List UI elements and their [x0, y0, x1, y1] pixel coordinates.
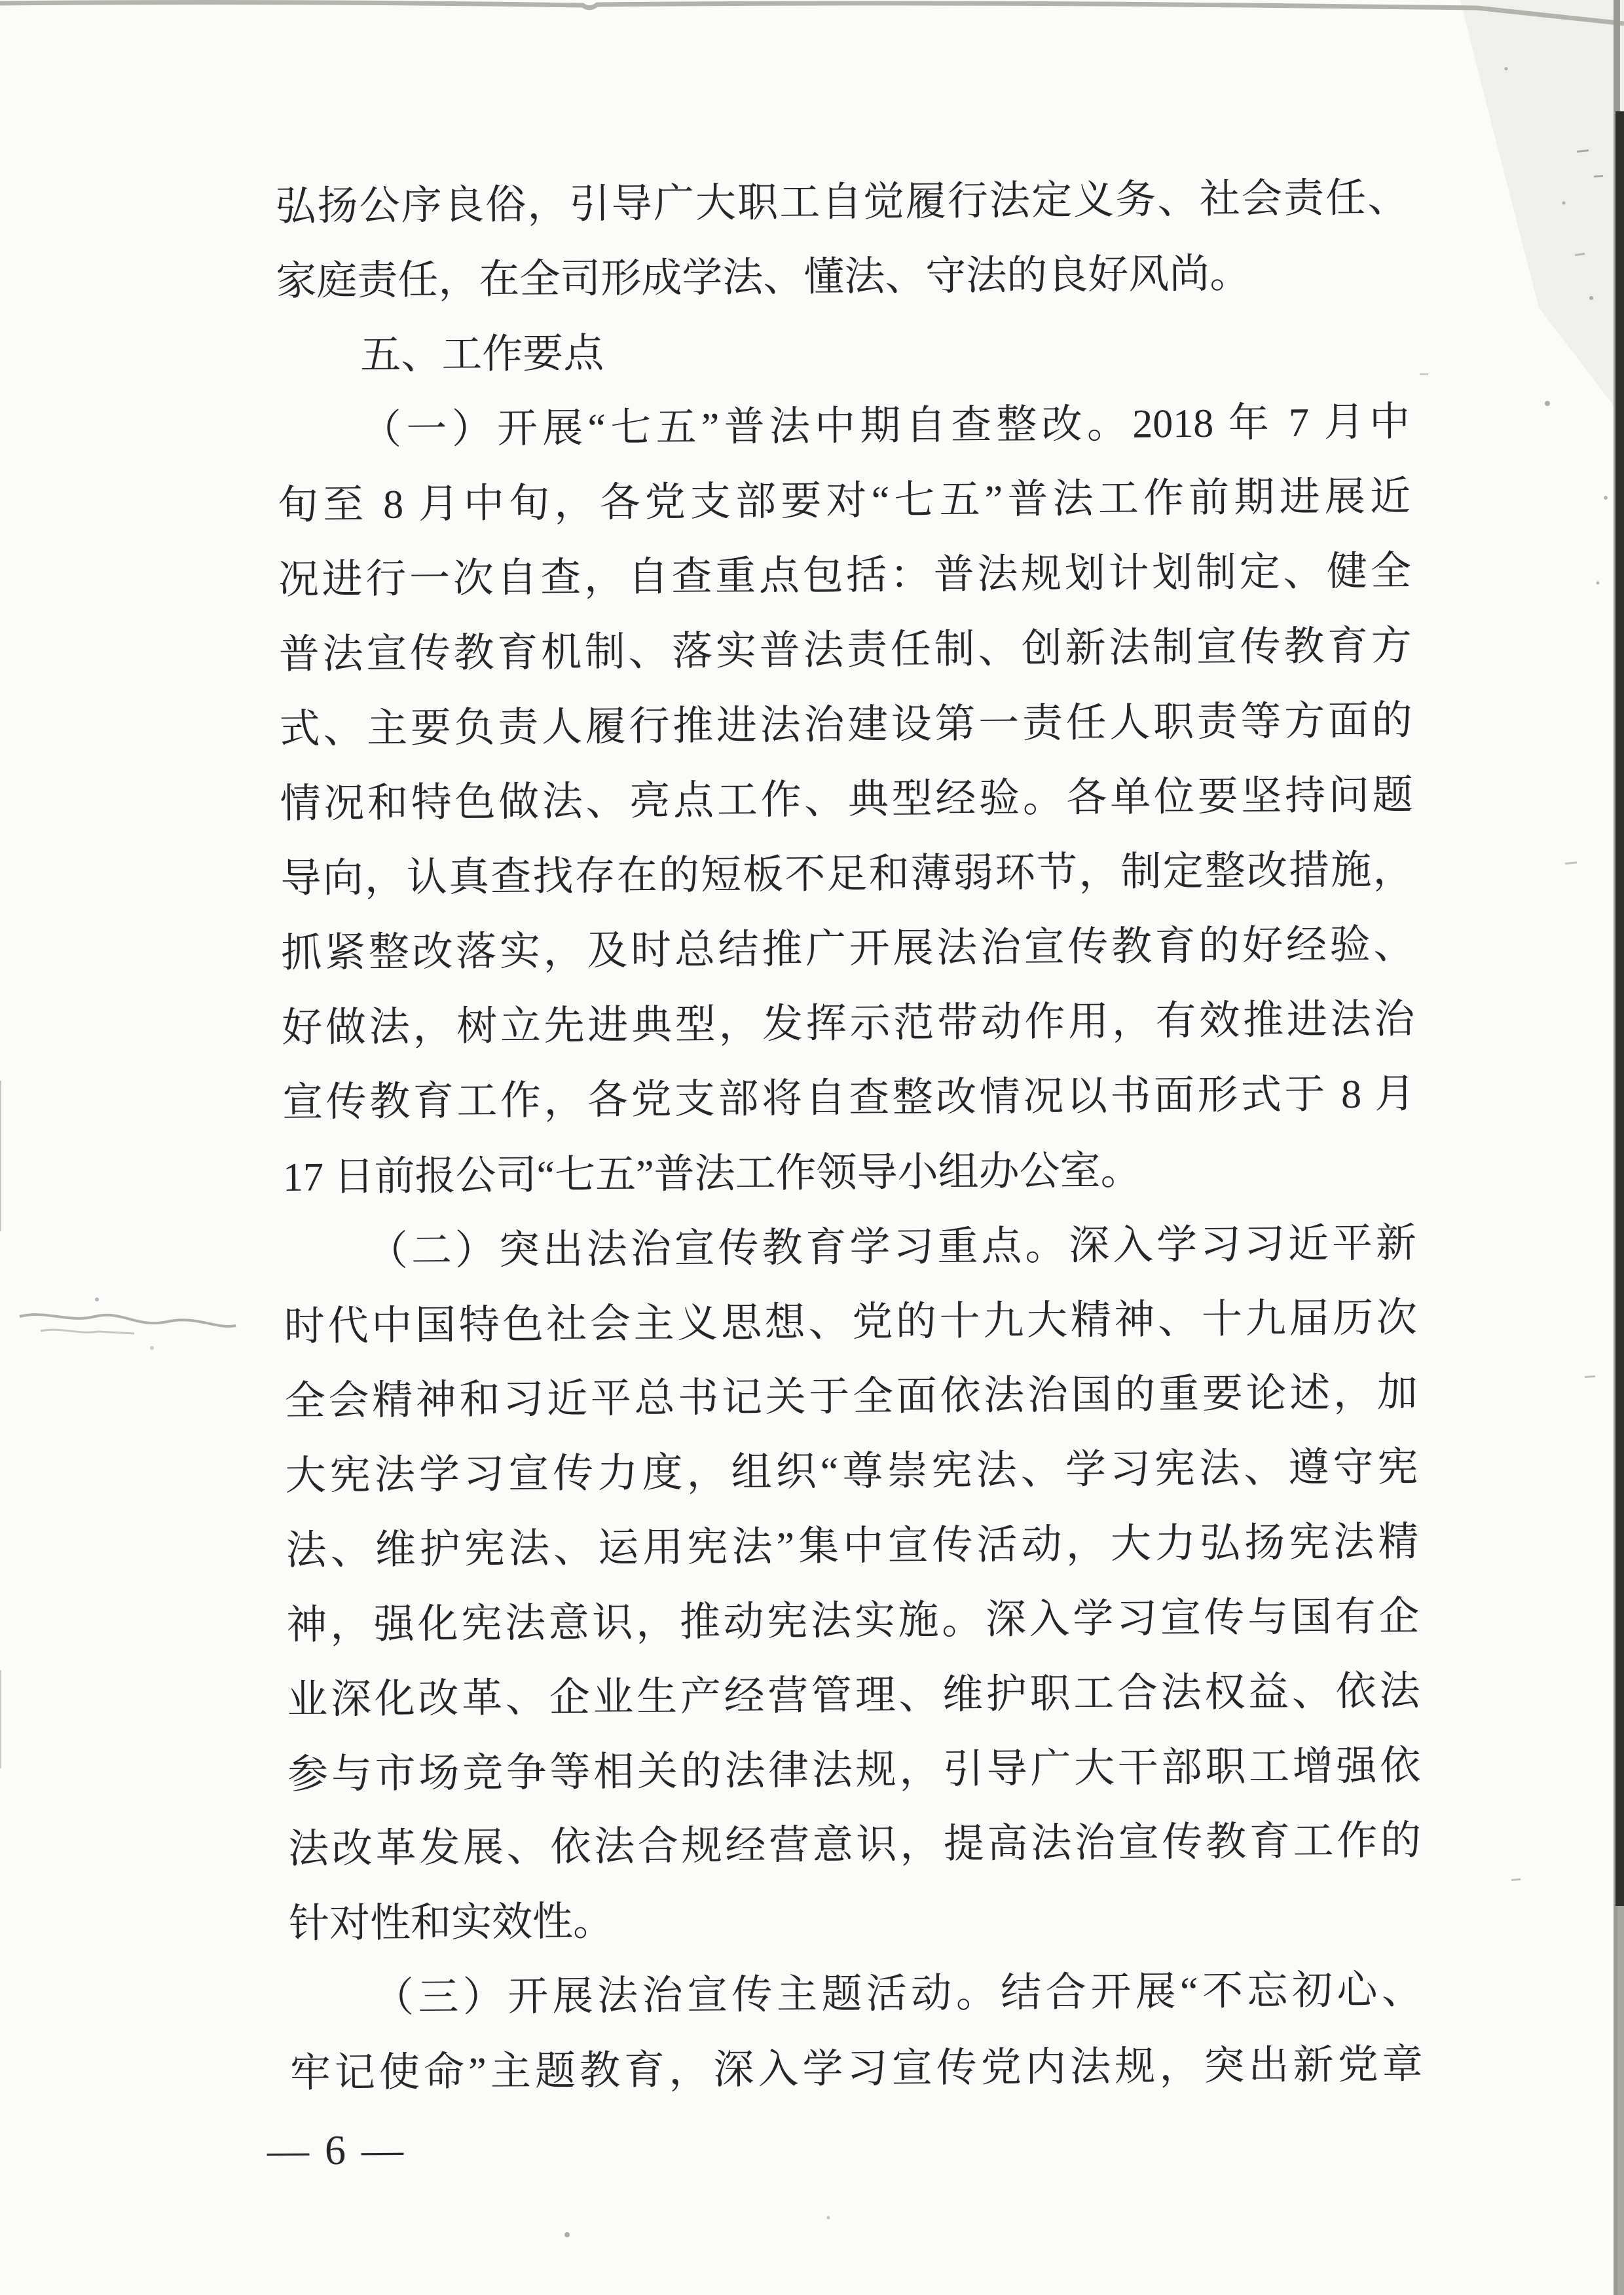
scan-edge-shadow-core: [1615, 111, 1624, 1906]
text-line: 抓紧整改落实，及时总结推广开展法治宣传教育的好经验、: [281, 922, 1414, 976]
text-line: 17 日前报公司“七五”普法工作领导小组办公室。: [282, 1148, 1141, 1200]
dust-speck: [1585, 1375, 1595, 1378]
pencil-smudge-2: [41, 1330, 134, 1334]
text-line: 时代中国特色社会主义思想、党的十九大精神、十九届历次: [284, 1296, 1418, 1349]
text-line: 旬至 8 月中旬，各党支部要对“七五”普法工作前期进展近: [277, 474, 1411, 528]
dust-speck: [1575, 253, 1585, 256]
dust-speck: [1577, 149, 1589, 153]
dust-speck: [827, 2216, 830, 2220]
left-edge-hairline: [0, 1670, 1, 1768]
text-line: 参与市场竞争等相关的法律法规，引导广大干部职工增强依: [287, 1744, 1421, 1797]
text-line: 全会精神和习近平总书记关于全面依法治国的重要论述，加: [284, 1370, 1418, 1424]
text-line: 神，强化宪法意识，推动宪法实施。深入学习宣传与国有企: [286, 1594, 1420, 1648]
corner-shadow-tint: [1460, 0, 1624, 419]
dust-speck: [150, 1346, 154, 1350]
dust-speck: [1505, 67, 1508, 71]
left-edge-hairline: [0, 1081, 1, 1231]
text-line: 法、维护宪法、运用宪法”集中宣传活动，大力弘扬宪法精: [286, 1520, 1419, 1573]
scan-edge-shadow-bottom: [1617, 1906, 1624, 2295]
dust-speck: [1596, 582, 1600, 585]
dust-speck: [1562, 202, 1566, 205]
section-heading: 五、工作要点: [360, 331, 604, 378]
top-edge-line: [0, 3, 1624, 24]
dust-speck: [1589, 296, 1593, 300]
text-line: 法改革发展、依法合规经营意识，提高法治宣传教育工作的: [287, 1818, 1422, 1872]
text-line: 牢记使命”主题教育，深入学习宣传党内法规，突出新党章: [289, 2042, 1424, 2096]
text-line: 式、主要负责人履行推进法治建设第一责任人职责等方面的: [279, 698, 1412, 752]
scan-edge-shadow: [1614, 0, 1620, 2295]
dust-speck: [95, 1297, 99, 1301]
text-line: （三）开展法治宣传主题活动。结合开展“不忘初心、: [373, 1968, 1423, 2021]
dust-speck: [1604, 496, 1608, 500]
text-line: 情况和特色做法、亮点工作、典型经验。各单位要坚持问题: [280, 773, 1413, 827]
dust-speck: [1545, 401, 1550, 406]
text-line: 针对性和实效性。: [288, 1899, 614, 1947]
dust-speck: [1511, 1878, 1521, 1881]
text-line: 业深化改革、企业生产经营管理、维护职工合法权益、依法: [287, 1669, 1420, 1723]
text-line: 宣传教育工作，各党支部将自查整改情况以书面形式于 8 月: [282, 1072, 1416, 1125]
page-number: — 6 —: [267, 2126, 407, 2174]
document-body: [275, 160, 1423, 2110]
text-line: 家庭责任，在全司形成学法、懂法、守法的良好风尚。: [276, 252, 1251, 304]
text-line: （二）突出法治宣传教育学习重点。深入学习习近平新: [367, 1221, 1417, 1274]
text-line: 好做法，树立先进典型，发挥示范带动作用，有效推进法治: [282, 997, 1415, 1051]
text-line: 弘扬公序良俗，引导广大职工自觉履行法定义务、社会责任、: [275, 176, 1409, 229]
text-line: 普法宣传教育机制、落实普法责任制、创新法制宣传教育方: [278, 624, 1412, 677]
text-line: （一）开展“七五”普法中期自查整改。2018 年 7 月中: [360, 400, 1411, 453]
dust-speck: [1420, 373, 1428, 375]
dust-speck: [1594, 175, 1603, 177]
text-line: 况进行一次自查，自查重点包括：普法规划计划制定、健全: [278, 549, 1412, 603]
text-line: 大宪法学习宣传力度，组织“尊崇宪法、学习宪法、遵守宪: [285, 1445, 1418, 1499]
text-line: 导向，认真查找存在的短板不足和薄弱环节，制定整改措施，: [280, 848, 1414, 901]
dust-speck: [564, 2232, 570, 2237]
dust-speck: [1565, 861, 1577, 865]
pencil-smudge: [20, 1315, 236, 1326]
